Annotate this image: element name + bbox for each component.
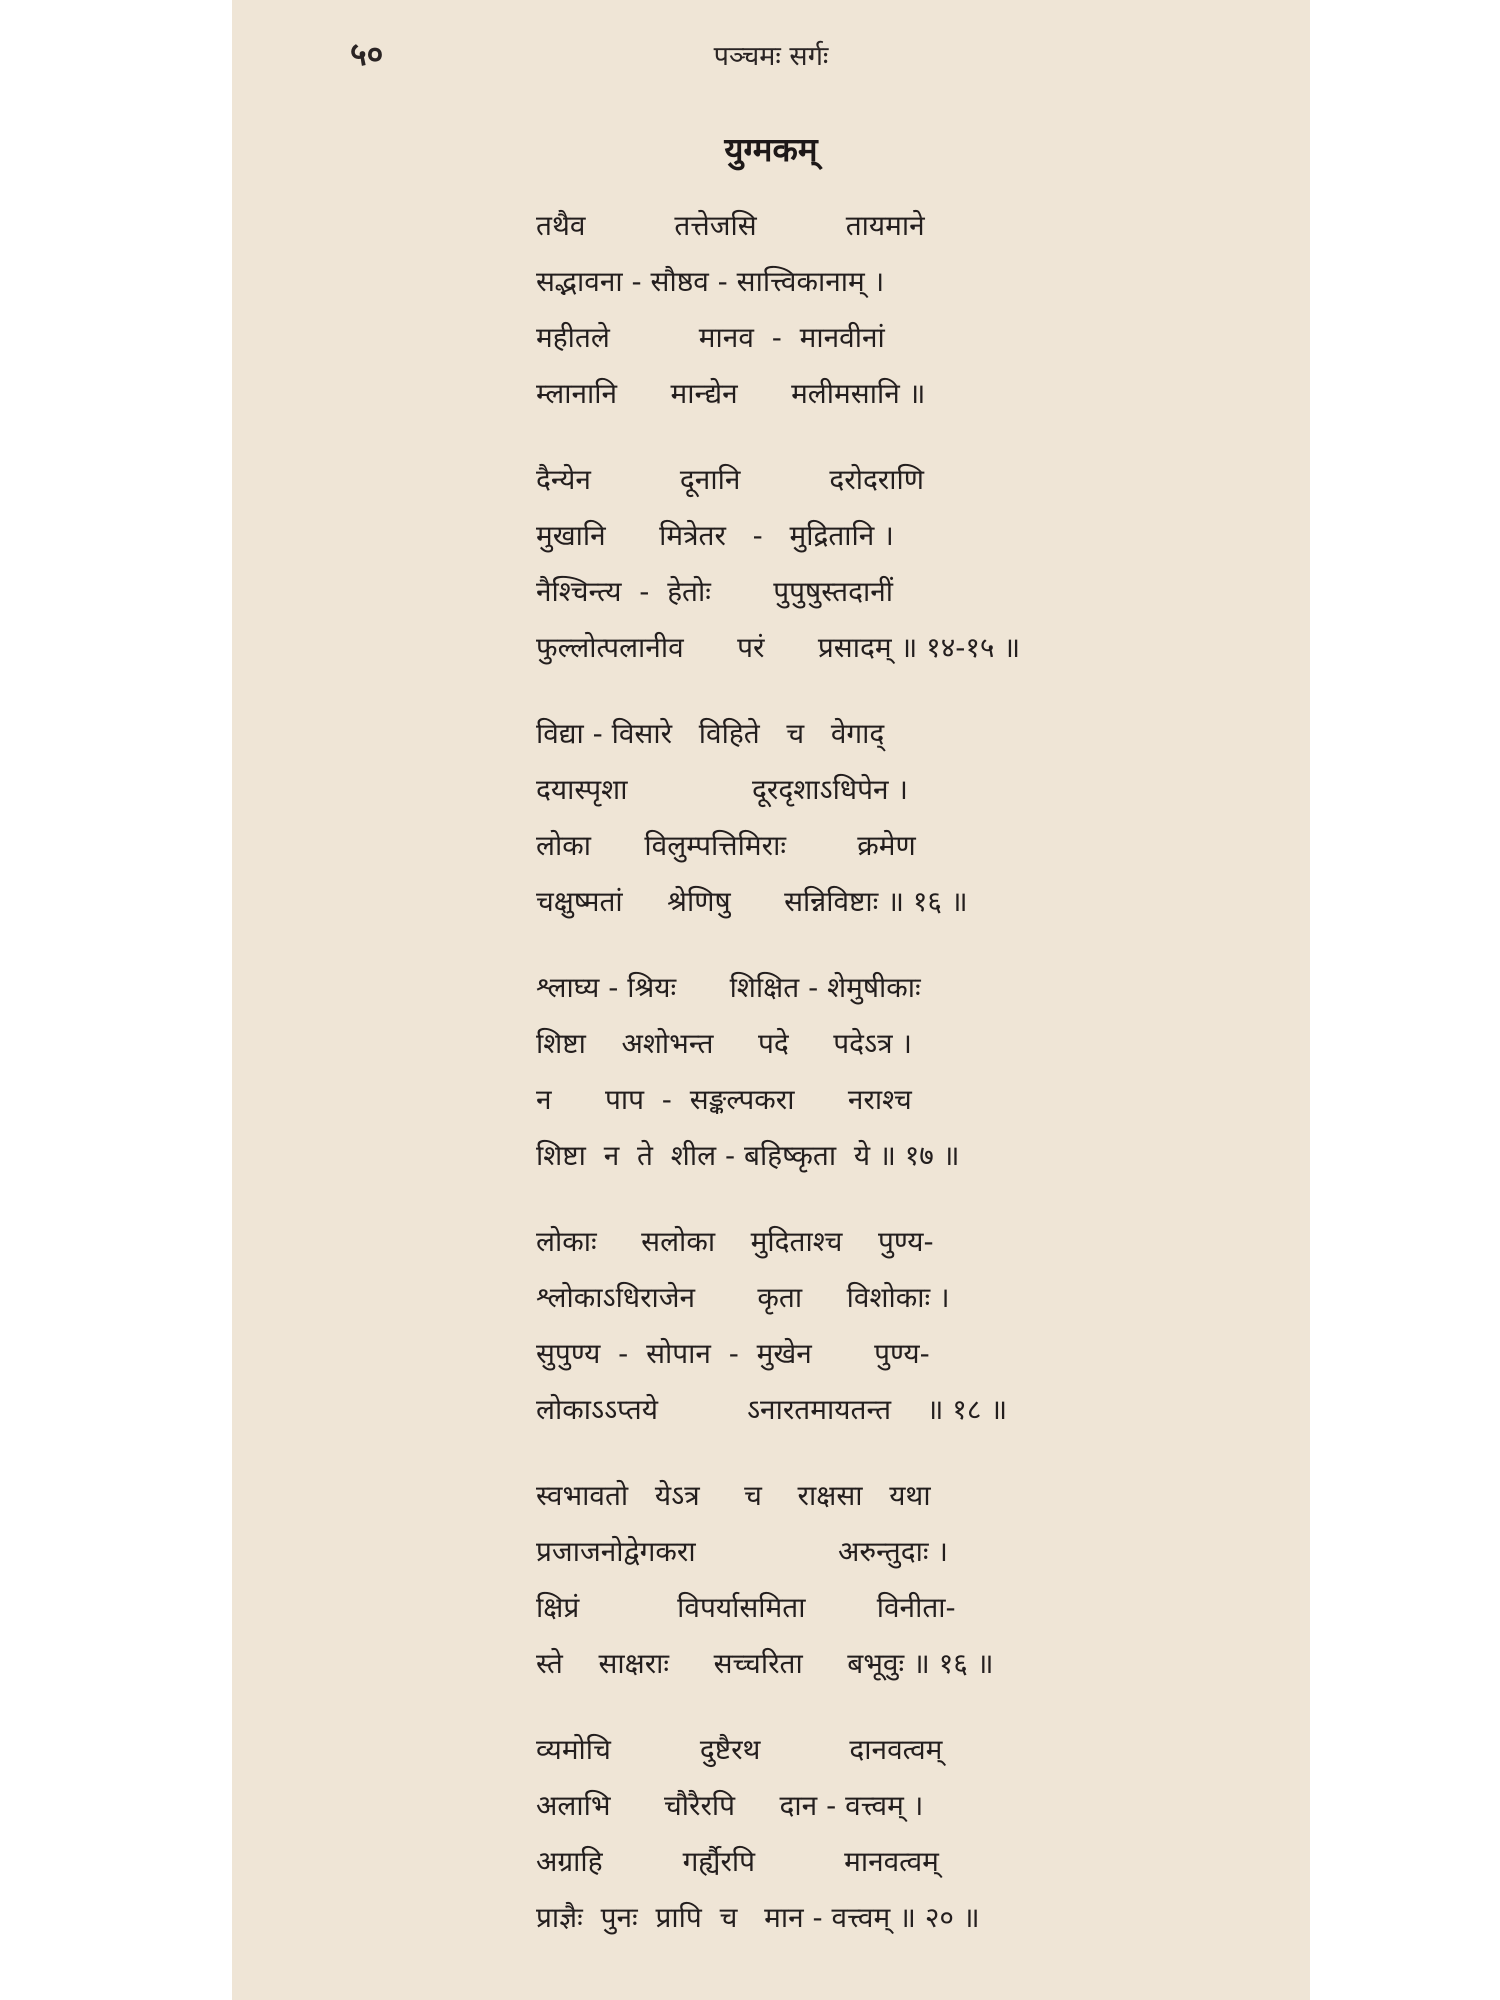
verse-line: दयास्पृशा दूरदृशाऽधिपेन । xyxy=(536,773,909,806)
stanza xyxy=(536,1214,1256,1438)
verse-line: तथैव तत्तेजसि तायमाने xyxy=(536,209,925,242)
stanza xyxy=(536,960,1256,1184)
stanza xyxy=(536,1722,1256,1946)
verse-line: स्वभावतो येऽत्र च राक्षसा यथा xyxy=(536,1479,931,1512)
verse-line: नैश्चिन्त्य - हेतोः पुपुषुस्तदानीं xyxy=(536,575,893,608)
verse-line: अलाभि चौरैरपि दान - वत्त्वम् । xyxy=(536,1789,924,1822)
verse-line: म्लानानि मान्द्येन मलीमसानि ॥ xyxy=(536,377,926,410)
verse-block xyxy=(536,198,1256,1976)
verse-line: शिष्टा अशोभन्त पदे पदेऽत्र । xyxy=(536,1027,913,1060)
verse-line: अग्राहि गर्ह्यैरपि मानवत्वम् xyxy=(536,1845,939,1878)
verse-line: प्राज्ञैः पुनः प्रापि च मान - वत्त्वम् ॥ २० ॥ xyxy=(536,1901,980,1934)
verse-line: श्लाघ्य - श्रियः शिक्षित - शेमुषीकाः xyxy=(536,971,921,1004)
book-page xyxy=(232,0,1310,2000)
verse-line: लोकाऽऽप्तये ऽनारतमायतन्त ॥ १८ ॥ xyxy=(536,1393,1008,1426)
page-number: ५० xyxy=(350,35,384,73)
verse-line: प्रजाजनोद्वेगकरा अरुन्तुदाः । xyxy=(536,1535,949,1568)
verse-line: दैन्येन दूनानि दरोदराणि xyxy=(536,463,925,496)
verse-line: व्यमोचि दुष्टैरथ दानवत्वम् xyxy=(536,1733,943,1766)
verse-line: मुखानि मित्रेतर - मुद्रितानि । xyxy=(536,519,894,552)
section-title: युग्मकम् xyxy=(724,130,818,169)
verse-line: विद्या - विसारे विहिते च वेगाद् xyxy=(536,717,885,750)
verse-line: फुल्लोत्पलानीव परं प्रसादम् ॥ १४-१५ ॥ xyxy=(536,631,1021,664)
verse-line: चक्षुष्मतां श्रेणिषु सन्निविष्टाः ॥ १६ ॥ xyxy=(536,885,968,918)
page-header xyxy=(232,32,1310,82)
stanza xyxy=(536,198,1256,422)
verse-line: महीतले मानव - मानवीनां xyxy=(536,321,885,354)
verse-line: न पाप - सङ्कल्पकरा नराश्च xyxy=(536,1083,912,1116)
verse-line: लोकाः सलोका मुदिताश्च पुण्य- xyxy=(536,1225,934,1258)
stanza xyxy=(536,452,1256,676)
verse-line: सुपुण्य - सोपान - मुखेन पुण्य- xyxy=(536,1337,930,1370)
verse-line: शिष्टा न ते शील - बहिष्कृता ये ॥ १७ ॥ xyxy=(536,1139,960,1172)
running-head: पञ्चमः सर्गः xyxy=(713,41,829,72)
verse-line: लोका विलुम्पत्तिमिराः क्रमेण xyxy=(536,829,916,862)
verse-line: क्षिप्रं विपर्यासमिता विनीता- xyxy=(536,1591,956,1624)
verse-line: स्ते साक्षराः सच्चरिता बभूवुः ॥ १६ ॥ xyxy=(536,1647,994,1680)
verse-line: श्लोकाऽधिराजेन कृता विशोकाः । xyxy=(536,1281,950,1314)
verse-line: सद्भावना - सौष्ठव - सात्त्विकानाम् । xyxy=(536,265,885,298)
stanza xyxy=(536,1468,1256,1692)
stanza xyxy=(536,706,1256,930)
